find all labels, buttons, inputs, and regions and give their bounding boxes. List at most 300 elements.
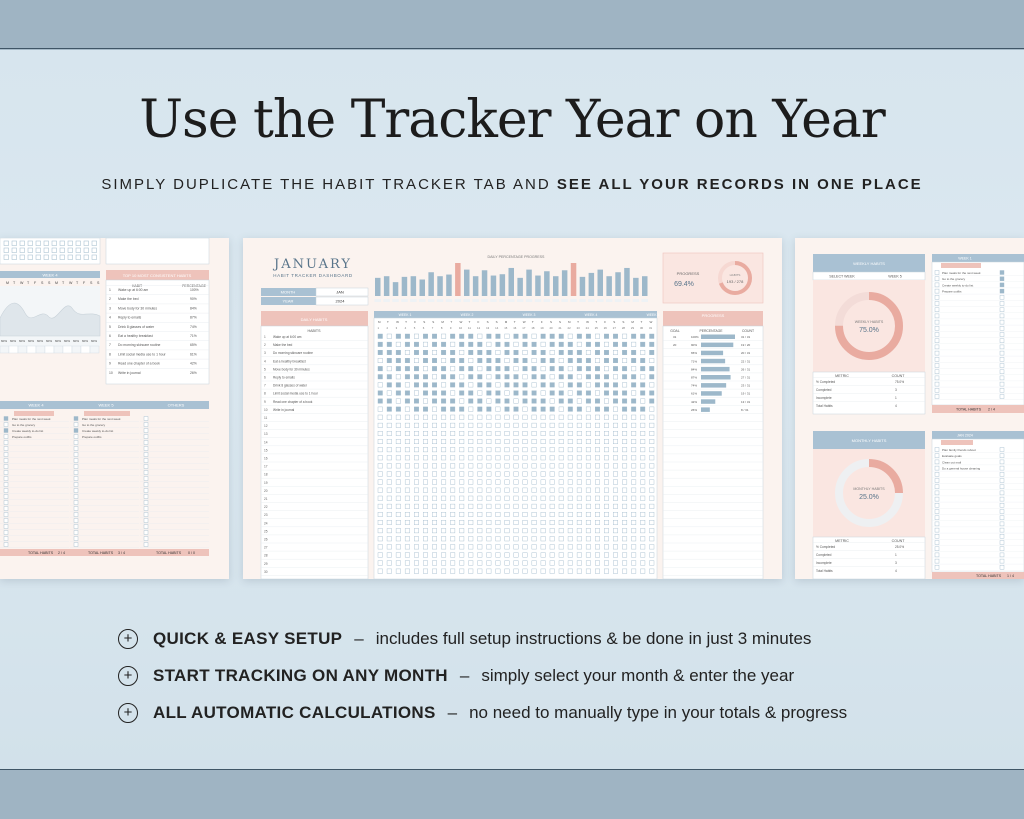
habit-checkbox — [459, 520, 464, 525]
habit-checkbox — [514, 456, 519, 461]
habit-checkbox — [414, 545, 419, 550]
checkbox — [1000, 308, 1004, 312]
checkbox — [1000, 466, 1004, 470]
habit-checkbox — [505, 415, 510, 420]
progress-label: PROGRESS — [676, 271, 700, 276]
habit-checkbox — [613, 480, 618, 485]
habit-checkbox — [487, 512, 492, 517]
habit-checkbox — [559, 447, 564, 452]
bar-label-cell — [392, 299, 399, 302]
habit-checkbox — [396, 383, 401, 388]
grid-cell — [0, 346, 9, 353]
habit-checkbox — [441, 537, 446, 542]
habit-checkbox — [496, 528, 501, 533]
habit-checkbox — [441, 545, 446, 550]
habit-checkbox — [405, 342, 410, 347]
top10-habit: Reply to emails — [118, 315, 142, 320]
checkbox — [1000, 320, 1004, 324]
habit-checkbox — [586, 391, 591, 396]
habit-checkbox — [396, 472, 401, 477]
habit-checkbox — [459, 358, 464, 363]
habit-checkbox — [478, 334, 483, 339]
feature-dash: – — [459, 665, 470, 685]
habit-checkbox — [487, 537, 492, 542]
habit-checkbox — [450, 512, 455, 517]
habit-checkbox — [532, 553, 537, 558]
habit-checkbox — [487, 545, 492, 550]
habit-checkbox — [622, 480, 627, 485]
habit-checkbox — [577, 383, 582, 388]
habit-checkbox — [387, 447, 392, 452]
habit-checkbox — [450, 504, 455, 509]
checkbox — [935, 364, 939, 368]
checkbox — [52, 248, 57, 253]
habit-checkbox — [532, 456, 537, 461]
habit-checkbox — [378, 358, 383, 363]
checkbox — [4, 537, 8, 541]
habit-checkbox — [505, 488, 510, 493]
habit-checkbox — [532, 439, 537, 444]
habit-checkbox — [586, 334, 591, 339]
habit-name: Read one chapter of a book — [273, 399, 313, 404]
habit-checkbox — [604, 464, 609, 469]
habit-checkbox — [432, 569, 437, 574]
feature-dash: – — [447, 702, 458, 722]
daily-bar — [624, 268, 630, 296]
checkbox — [935, 295, 939, 299]
habit-name: Reply to emails — [273, 375, 295, 380]
habit-checkbox — [505, 439, 510, 444]
day-number: 9 — [449, 326, 452, 330]
top10-percentage: 65% — [190, 343, 197, 348]
checkbox — [20, 255, 25, 260]
habit-checkbox — [613, 569, 618, 574]
plus-circle-icon: + — [118, 666, 138, 686]
bar-label-cell — [508, 299, 515, 302]
habit-checkbox — [478, 569, 483, 574]
checkbox — [74, 429, 78, 433]
habit-checkbox — [378, 537, 383, 542]
weekly-pct: 75.0% — [859, 327, 879, 334]
checkbox — [144, 525, 148, 529]
habit-checkbox — [423, 423, 428, 428]
checkbox — [28, 241, 33, 246]
row-number: 9 — [264, 399, 266, 404]
habit-checkbox — [378, 504, 383, 509]
list-item: Go to the grocery — [942, 277, 966, 282]
percentage-value: 26% — [691, 407, 698, 412]
feature-dash: – — [354, 628, 364, 648]
habit-checkbox — [640, 504, 645, 509]
habit-checkbox — [532, 545, 537, 550]
habit-checkbox — [441, 472, 446, 477]
habit-checkbox — [577, 569, 582, 574]
habit-checkbox — [387, 512, 392, 517]
habit-checkbox — [631, 391, 636, 396]
daily-bar — [580, 277, 586, 296]
checkbox — [144, 417, 148, 421]
habit-checkbox — [423, 358, 428, 363]
habit-checkbox — [622, 342, 627, 347]
habit-checkbox — [559, 423, 564, 428]
checkbox — [1000, 485, 1004, 489]
habit-checkbox — [613, 528, 618, 533]
habit-checkbox — [459, 375, 464, 380]
week-header: WEEK 3 — [522, 313, 536, 317]
habit-checkbox — [532, 431, 537, 436]
checkbox — [4, 423, 8, 427]
habit-checkbox — [550, 399, 555, 404]
habit-checkbox — [532, 399, 537, 404]
habit-checkbox — [631, 415, 636, 420]
habit-checkbox — [423, 350, 428, 355]
habit-checkbox — [505, 504, 510, 509]
habit-checkbox — [487, 520, 492, 525]
checkbox — [935, 289, 939, 293]
habit-checkbox — [441, 496, 446, 501]
habit-checkbox — [650, 415, 655, 420]
checkbox — [935, 271, 939, 275]
habit-checkbox — [568, 439, 573, 444]
bar-label-cell — [579, 299, 586, 302]
checkbox — [1000, 497, 1004, 501]
habit-checkbox — [405, 569, 410, 574]
habit-checkbox — [568, 431, 573, 436]
row-number: 8 — [264, 391, 266, 396]
habit-checkbox — [396, 366, 401, 371]
checkbox — [144, 429, 148, 433]
habit-checkbox — [541, 366, 546, 371]
habit-checkbox — [469, 423, 474, 428]
row-number: 20 — [264, 488, 268, 493]
bar-label-cell — [642, 299, 649, 302]
checkbox — [36, 255, 41, 260]
habit-checkbox — [541, 342, 546, 347]
habit-checkbox — [559, 561, 564, 566]
habit-checkbox — [541, 553, 546, 558]
habit-checkbox — [559, 545, 564, 550]
habit-checkbox — [469, 480, 474, 485]
day-number: 27 — [612, 326, 616, 330]
habit-checkbox — [550, 537, 555, 542]
habit-checkbox — [595, 439, 600, 444]
checkbox — [74, 495, 78, 499]
top10-habit: Drink 8 glasses of water — [118, 324, 155, 329]
row-number: 3 — [264, 351, 266, 356]
habit-checkbox — [541, 512, 546, 517]
checkbox — [68, 255, 73, 260]
habit-checkbox — [496, 569, 501, 574]
metric-value: 4 — [895, 404, 897, 408]
day-letter: T — [513, 320, 516, 324]
habit-checkbox — [478, 383, 483, 388]
habit-checkbox — [378, 456, 383, 461]
habit-checkbox — [613, 358, 618, 363]
habit-checkbox — [405, 431, 410, 436]
habit-checkbox — [640, 375, 645, 380]
checkbox — [935, 395, 939, 399]
habit-checkbox — [559, 383, 564, 388]
checkbox — [935, 541, 939, 545]
habit-checkbox — [396, 399, 401, 404]
habit-checkbox — [613, 342, 618, 347]
row-number: 15 — [264, 448, 268, 453]
habit-checkbox — [378, 342, 383, 347]
habit-checkbox — [559, 391, 564, 396]
day-number: 25 — [594, 326, 598, 330]
habit-checkbox — [595, 464, 600, 469]
habit-checkbox — [586, 439, 591, 444]
jan-header: JAN 2024 — [957, 433, 973, 438]
top10-percentage: 74% — [190, 324, 197, 329]
checkbox — [1000, 395, 1004, 399]
row-number: 21 — [264, 497, 268, 501]
checkbox — [4, 429, 8, 433]
habit-checkbox — [414, 447, 419, 452]
habit-checkbox — [577, 456, 582, 461]
habit-checkbox — [459, 512, 464, 517]
habit-checkbox — [459, 480, 464, 485]
habit-checkbox — [577, 423, 582, 428]
habit-checkbox — [396, 464, 401, 469]
habit-checkbox — [622, 528, 627, 533]
habit-checkbox — [450, 488, 455, 493]
habit-checkbox — [505, 472, 510, 477]
habit-checkbox — [550, 488, 555, 493]
habit-checkbox — [568, 375, 573, 380]
habit-checkbox — [469, 472, 474, 477]
habit-checkbox — [550, 528, 555, 533]
day-number: 31 — [649, 326, 653, 330]
habit-checkbox — [550, 569, 555, 574]
habit-checkbox — [514, 399, 519, 404]
habit-checkbox — [441, 391, 446, 396]
habit-checkbox — [604, 342, 609, 347]
top10-percentage: 71% — [190, 334, 197, 338]
habit-checkbox — [595, 456, 600, 461]
habit-checkbox — [613, 439, 618, 444]
habit-checkbox — [505, 391, 510, 396]
habit-checkbox — [514, 496, 519, 501]
habit-checkbox — [595, 528, 600, 533]
habit-checkbox — [496, 358, 501, 363]
habit-checkbox — [396, 423, 401, 428]
checkbox — [60, 248, 65, 253]
checkbox — [74, 423, 78, 427]
row-number: 1 — [264, 335, 266, 339]
checkbox — [76, 241, 81, 246]
row-number: 5 — [264, 367, 266, 372]
top10-pct-col: PERCENTAGE — [182, 284, 206, 288]
day-letter: S — [613, 320, 616, 324]
checkbox — [1000, 472, 1004, 476]
habit-checkbox — [487, 399, 492, 404]
habit-checkbox — [432, 528, 437, 533]
habit-checkbox — [604, 545, 609, 550]
day-letter: W — [20, 281, 24, 285]
top10-rank: 8 — [109, 352, 111, 357]
checkbox — [84, 255, 89, 260]
habit-checkbox — [505, 447, 510, 452]
progress-fill — [701, 375, 731, 380]
checkbox — [1000, 553, 1004, 557]
habit-checkbox — [478, 439, 483, 444]
day-letter: T — [13, 281, 16, 285]
habit-checkbox — [514, 537, 519, 542]
habit-checkbox — [469, 399, 474, 404]
habit-checkbox — [568, 569, 573, 574]
habit-checkbox — [450, 431, 455, 436]
habit-checkbox — [577, 358, 582, 363]
habit-checkbox — [496, 399, 501, 404]
habit-checkbox — [568, 447, 573, 452]
habit-checkbox — [405, 350, 410, 355]
habit-checkbox — [586, 383, 591, 388]
monthly-count-header: COUNT — [891, 539, 905, 543]
weekly-item: Plan meals for the next week — [82, 417, 121, 421]
habit-checkbox — [559, 399, 564, 404]
habit-checkbox — [432, 472, 437, 477]
habit-checkbox — [396, 334, 401, 339]
habit-checkbox — [441, 350, 446, 355]
habit-checkbox — [586, 488, 591, 493]
habit-checkbox — [568, 472, 573, 477]
subline — [0, 176, 1024, 193]
row-number: 14 — [264, 440, 268, 445]
bar-label-cell — [375, 299, 382, 302]
top10-rank: 3 — [109, 306, 111, 311]
habit-checkbox — [586, 464, 591, 469]
habit-checkbox — [478, 415, 483, 420]
habit-checkbox — [523, 472, 528, 477]
checkbox — [935, 497, 939, 501]
habit-checkbox — [441, 569, 446, 574]
grid-cell — [54, 346, 63, 353]
row-number: 29 — [264, 561, 268, 566]
habit-checkbox — [496, 423, 501, 428]
habit-checkbox — [514, 342, 519, 347]
habit-checkbox — [577, 391, 582, 396]
habit-checkbox — [532, 528, 537, 533]
day-letter: F — [34, 281, 37, 285]
habit-checkbox — [523, 439, 528, 444]
habit-checkbox — [450, 561, 455, 566]
habit-checkbox — [432, 358, 437, 363]
count-value: 19 / 31 — [741, 391, 751, 396]
habit-checkbox — [469, 415, 474, 420]
habit-checkbox — [604, 415, 609, 420]
feature-title: QUICK & EASY SETUP — [153, 628, 343, 648]
habit-checkbox — [414, 561, 419, 566]
weekly-item: Prepare outfits — [82, 435, 102, 439]
habit-checkbox — [622, 456, 627, 461]
habit-checkbox — [387, 366, 392, 371]
top10-habit: Write in journal — [118, 370, 141, 375]
habit-checkbox — [505, 407, 510, 412]
checkbox — [935, 326, 939, 330]
habit-checkbox — [631, 334, 636, 339]
habit-checkbox — [532, 342, 537, 347]
count-value: 20 / 31 — [741, 351, 751, 356]
habit-checkbox — [405, 447, 410, 452]
habit-checkbox — [650, 334, 655, 339]
habit-checkbox — [441, 342, 446, 347]
checkbox — [4, 255, 9, 260]
habit-checkbox — [640, 545, 645, 550]
habit-checkbox — [450, 358, 455, 363]
habit-checkbox — [595, 480, 600, 485]
habit-checkbox — [622, 520, 627, 525]
habit-checkbox — [459, 407, 464, 412]
habit-checkbox — [432, 537, 437, 542]
metric-name: Incomplete — [816, 561, 832, 565]
checkbox — [144, 489, 148, 493]
day-letter: S — [423, 320, 426, 324]
habit-checkbox — [640, 439, 645, 444]
checkbox — [4, 435, 8, 439]
habit-checkbox — [414, 407, 419, 412]
habit-checkbox — [469, 358, 474, 363]
habit-checkbox — [487, 383, 492, 388]
checkbox — [4, 519, 8, 523]
habit-checkbox — [505, 350, 510, 355]
habit-checkbox — [414, 504, 419, 509]
habit-checkbox — [405, 537, 410, 542]
habit-checkbox — [532, 366, 537, 371]
habit-checkbox — [541, 480, 546, 485]
habit-checkbox — [378, 383, 383, 388]
habit-checkbox — [432, 391, 437, 396]
checkbox — [144, 435, 148, 439]
habit-checkbox — [595, 350, 600, 355]
select-week-label: SELECT WEEK — [829, 274, 855, 279]
habit-checkbox — [469, 447, 474, 452]
habit-checkbox — [640, 569, 645, 574]
progress-fill — [701, 383, 726, 388]
habit-checkbox — [577, 512, 582, 517]
habit-checkbox — [613, 423, 618, 428]
habit-checkbox — [595, 358, 600, 363]
metric-value: 1 — [895, 553, 897, 557]
checkbox — [935, 448, 939, 452]
habit-checkbox — [405, 415, 410, 420]
habit-checkbox — [496, 520, 501, 525]
daily-bar — [526, 270, 532, 296]
top10-percentage: 26% — [190, 370, 197, 375]
day-letter: W — [396, 320, 399, 324]
count-value: 22 / 31 — [741, 359, 751, 364]
habit-checkbox — [550, 342, 555, 347]
habit-checkbox — [450, 407, 455, 412]
count-value: 26 / 31 — [741, 367, 751, 372]
habit-checkbox — [541, 545, 546, 550]
habit-checkbox — [459, 488, 464, 493]
habit-checkbox — [604, 496, 609, 501]
row-number: 22 — [264, 505, 268, 510]
weekly-title: WEEKLY HABITS — [853, 261, 885, 266]
checkbox — [935, 382, 939, 386]
habit-checkbox — [523, 480, 528, 485]
habit-checkbox — [631, 431, 636, 436]
habit-checkbox — [432, 520, 437, 525]
habit-checkbox — [414, 399, 419, 404]
habit-checkbox — [423, 545, 428, 550]
habit-checkbox — [441, 512, 446, 517]
habit-checkbox — [469, 439, 474, 444]
habit-checkbox — [604, 488, 609, 493]
habit-checkbox — [586, 423, 591, 428]
goal-header: GOAL — [670, 329, 680, 333]
